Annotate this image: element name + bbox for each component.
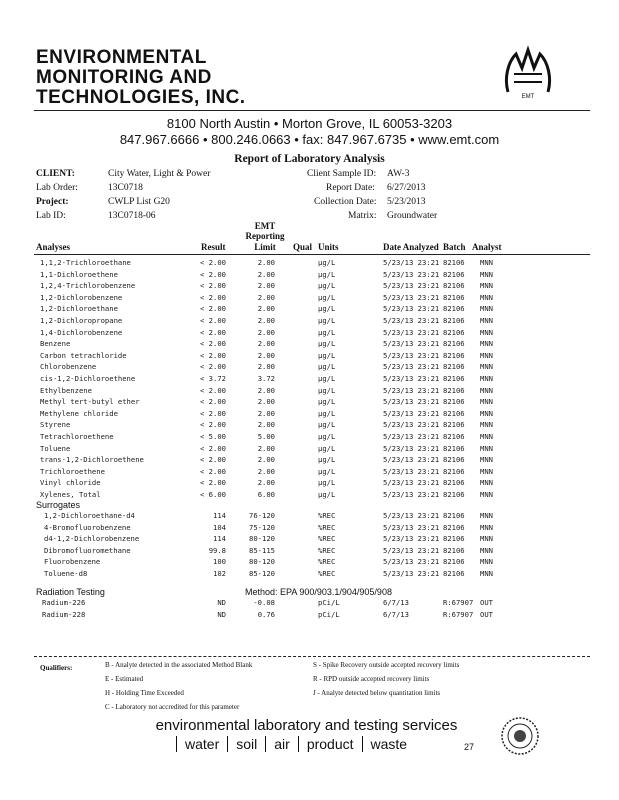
accreditation-seal-icon xyxy=(500,716,540,756)
report-title: Report of Laboratory Analysis xyxy=(234,153,385,165)
result: < 2.00 xyxy=(200,350,226,360)
analyte-name: Styrene xyxy=(40,420,71,430)
analyst: MNN xyxy=(480,455,493,465)
footer-waste: waste xyxy=(362,736,416,752)
date-analyzed: 5/23/13 23:21 xyxy=(383,350,440,360)
analyte-name: 1,2-Dichloropropane xyxy=(40,316,123,325)
result: < 2.00 xyxy=(200,408,226,418)
qualifier-b: B - Analyte detected in the associated Method Blank xyxy=(105,661,253,669)
date-analyzed: 5/23/13 23:21 xyxy=(383,455,440,465)
analyte-name: Toluene xyxy=(40,443,71,453)
result: < 5.00 xyxy=(200,432,226,441)
analyte-name: Carbon tetrachloride xyxy=(40,350,127,360)
units: pCi/L xyxy=(318,609,340,619)
result: < 2.00 xyxy=(200,327,226,337)
date-analyzed: 5/23/13 23:21 xyxy=(383,534,440,544)
units: %REC xyxy=(318,522,336,532)
batch: 82106 xyxy=(443,420,465,430)
reporting-limit: 76-120 xyxy=(249,511,275,520)
client-label: CLIENT: xyxy=(36,169,75,179)
result: 102 xyxy=(213,569,226,578)
analyst: MNN xyxy=(480,490,493,499)
report-date-value: 6/27/2013 xyxy=(387,183,426,193)
result: < 2.00 xyxy=(200,466,226,476)
reporting-limit: 3.72 xyxy=(257,374,275,383)
project-label: Project: xyxy=(36,197,69,207)
result: < 3.72 xyxy=(200,374,226,383)
radiation-label: Radiation Testing xyxy=(36,587,105,597)
date-analyzed: 5/23/13 23:21 xyxy=(383,316,440,325)
date-analyzed: 5/23/13 23:21 xyxy=(383,374,440,383)
date-analyzed: 5/23/13 23:21 xyxy=(383,420,440,430)
date-analyzed: 5/23/13 23:21 xyxy=(383,292,440,302)
batch: 82106 xyxy=(443,522,465,532)
matrix-value: Groundwater xyxy=(387,211,438,221)
client-value: City Water, Light & Power xyxy=(108,169,211,179)
result: < 2.00 xyxy=(200,269,226,279)
units: µg/L xyxy=(318,443,336,453)
batch: 82106 xyxy=(443,316,465,325)
date-analyzed: 5/23/13 23:21 xyxy=(383,443,440,453)
analyte-name: 1,2-Dichloroethane xyxy=(40,304,118,314)
lab-order-label: Lab Order: xyxy=(36,183,78,193)
batch: 82106 xyxy=(443,269,465,279)
date-analyzed: 5/23/13 23:21 xyxy=(383,385,440,395)
result: < 6.00 xyxy=(200,490,226,499)
date-analyzed: 5/23/13 23:21 xyxy=(383,478,440,488)
batch: 82106 xyxy=(443,534,465,544)
col-reporting: Reporting xyxy=(245,231,285,241)
batch: 82106 xyxy=(443,397,465,407)
date-analyzed: 5/23/13 23:21 xyxy=(383,545,440,555)
units: µg/L xyxy=(318,362,336,372)
analyte-name: Benzene xyxy=(40,339,71,349)
batch: 82106 xyxy=(443,350,465,360)
analyst: MNN xyxy=(480,316,493,325)
qualifier-h: H - Holding Time Exceeded xyxy=(105,689,184,697)
units: %REC xyxy=(318,511,336,520)
reporting-limit: 6.00 xyxy=(257,490,275,499)
date-analyzed: 6/7/13 xyxy=(383,609,409,619)
page-number: 27 xyxy=(464,742,475,752)
result: < 2.00 xyxy=(200,258,226,267)
analyte-name: 1,2,4-Trichlorobenzene xyxy=(40,281,136,291)
col-limit: Limit xyxy=(254,242,276,252)
analyst: MNN xyxy=(480,374,493,383)
units: µg/L xyxy=(318,478,336,488)
reporting-limit: 2.00 xyxy=(257,478,275,488)
date-analyzed: 5/23/13 23:21 xyxy=(383,490,440,499)
units: µg/L xyxy=(318,374,336,383)
date-analyzed: 5/23/13 23:21 xyxy=(383,432,440,441)
analyte-name: 1,4-Dichlorobenzene xyxy=(40,327,123,337)
analyst: MNN xyxy=(480,511,493,520)
batch: 82106 xyxy=(443,327,465,337)
address: 8100 North Austin • Morton Grove, IL 60053-3203 xyxy=(166,116,453,131)
emt-logo xyxy=(500,40,556,100)
reporting-limit: 75-120 xyxy=(249,522,275,532)
result: < 2.00 xyxy=(200,455,226,465)
col-qual: Qual xyxy=(293,242,313,252)
footer-water: water xyxy=(176,736,227,752)
analyte-name: Radium-226 xyxy=(42,598,86,607)
result: < 2.00 xyxy=(200,478,226,488)
batch: 82106 xyxy=(443,304,465,314)
col-batch: Batch xyxy=(443,242,466,252)
surrogates-label: Surrogates xyxy=(36,500,81,510)
analyte-name: Dibromofluoromethane xyxy=(44,545,131,555)
date-analyzed: 5/23/13 23:21 xyxy=(383,511,440,520)
batch: 82106 xyxy=(443,432,465,441)
batch: 82106 xyxy=(443,281,465,291)
result: < 2.00 xyxy=(200,443,226,453)
result: < 2.00 xyxy=(200,385,226,395)
report-date-label: Report Date: xyxy=(326,183,375,193)
date-analyzed: 5/23/13 23:21 xyxy=(383,569,440,578)
batch: 82106 xyxy=(443,466,465,476)
reporting-limit: 2.00 xyxy=(257,362,275,372)
analyst: OUT xyxy=(480,609,493,619)
units: pCi/L xyxy=(318,598,340,607)
analyte-name: trans-1,2-Dichloroethene xyxy=(40,455,144,465)
reporting-limit: 80-120 xyxy=(249,557,275,567)
analyst: MNN xyxy=(480,339,493,349)
reporting-limit: 2.00 xyxy=(257,455,275,465)
company-line-2: MONITORING AND xyxy=(36,67,212,88)
analyte-name: Ethylbenzene xyxy=(40,385,92,395)
analyte-name: Fluorobenzene xyxy=(44,557,101,567)
header-rule xyxy=(34,110,590,111)
date-analyzed: 5/23/13 23:21 xyxy=(383,258,440,267)
qualifiers-label: Qualifiers: xyxy=(40,664,73,672)
analyte-name: Vinyl chloride xyxy=(40,478,101,488)
reporting-limit: 0.76 xyxy=(257,609,275,619)
result: < 2.00 xyxy=(200,397,226,407)
units: µg/L xyxy=(318,397,336,407)
units: %REC xyxy=(318,534,336,544)
units: µg/L xyxy=(318,432,336,441)
analyst: MNN xyxy=(480,269,493,279)
date-analyzed: 5/23/13 23:21 xyxy=(383,327,440,337)
result: ND xyxy=(217,598,226,607)
footer-air: air xyxy=(265,736,298,752)
analyte-name: cis-1,2-Dichloroethene xyxy=(40,374,136,383)
analyst: MNN xyxy=(480,466,493,476)
units: µg/L xyxy=(318,269,336,279)
analyte-name: Xylenes, Total xyxy=(40,490,101,499)
result: 99.8 xyxy=(208,545,226,555)
analyst: MNN xyxy=(480,292,493,302)
units: µg/L xyxy=(318,292,336,302)
lab-id-value: 13C0718-06 xyxy=(108,211,156,221)
units: µg/L xyxy=(318,385,336,395)
reporting-limit: 2.00 xyxy=(257,304,275,314)
units: µg/L xyxy=(318,258,336,267)
analyte-name: Chlorobenzene xyxy=(40,362,97,372)
batch: 82106 xyxy=(443,455,465,465)
analyte-name: 4-Bromofluorobenzene xyxy=(44,522,131,532)
units: µg/L xyxy=(318,350,336,360)
units: µg/L xyxy=(318,339,336,349)
date-analyzed: 5/23/13 23:21 xyxy=(383,466,440,476)
analyst: MNN xyxy=(480,557,493,567)
analyst: MNN xyxy=(480,534,493,544)
logo-text: EMT xyxy=(521,94,535,100)
units: µg/L xyxy=(318,304,336,314)
footer-soil: soil xyxy=(227,736,265,752)
reporting-limit: 2.00 xyxy=(257,420,275,430)
analyte-name: d4-1,2-Dichlorobenzene xyxy=(44,534,140,544)
reporting-limit: 2.00 xyxy=(257,316,275,325)
units: %REC xyxy=(318,557,336,567)
collection-date-value: 5/23/2013 xyxy=(387,197,426,207)
project-value: CWLP List G20 xyxy=(108,197,170,207)
reporting-limit: 5.00 xyxy=(257,432,275,441)
reporting-limit: 2.00 xyxy=(257,339,275,349)
result: < 2.00 xyxy=(200,281,226,291)
analyst: MNN xyxy=(480,281,493,291)
col-analyses: Analyses xyxy=(36,242,71,252)
analyst: MNN xyxy=(480,397,493,407)
batch: 82106 xyxy=(443,362,465,372)
analyst: MNN xyxy=(480,385,493,395)
batch: 82106 xyxy=(443,490,465,499)
analyst: MNN xyxy=(480,362,493,372)
result: < 2.00 xyxy=(200,316,226,325)
reporting-limit: 2.00 xyxy=(257,385,275,395)
result: 104 xyxy=(213,522,226,532)
qualifier-c: C - Laboratory not accredited for this parameter xyxy=(105,703,240,711)
collection-date-label: Collection Date: xyxy=(314,197,377,207)
batch: 82106 xyxy=(443,258,465,267)
units: µg/L xyxy=(318,327,336,337)
date-analyzed: 6/7/13 xyxy=(383,598,409,607)
company-line-3: TECHNOLOGIES, INC. xyxy=(36,87,246,108)
result: < 2.00 xyxy=(200,362,226,372)
batch: 82106 xyxy=(443,292,465,302)
units: µg/L xyxy=(318,466,336,476)
col-units: Units xyxy=(318,242,339,252)
analyte-name: 1,2-Dichloroethane-d4 xyxy=(44,511,135,520)
date-analyzed: 5/23/13 23:21 xyxy=(383,339,440,349)
reporting-limit: 2.00 xyxy=(257,258,275,267)
batch: 82106 xyxy=(443,374,465,383)
qualifier-r: R - RPD outside accepted recovery limits xyxy=(313,675,430,683)
footer-services xyxy=(176,736,415,752)
qualifier-e: E - Estimated xyxy=(105,675,144,683)
date-analyzed: 5/23/13 23:21 xyxy=(383,269,440,279)
analyst: MNN xyxy=(480,350,493,360)
result: 114 xyxy=(213,534,226,544)
batch: 82106 xyxy=(443,385,465,395)
result: < 2.00 xyxy=(200,420,226,430)
date-analyzed: 5/23/13 23:21 xyxy=(383,397,440,407)
reporting-limit: 2.00 xyxy=(257,292,275,302)
contact-line: 847.967.6666 • 800.246.0663 • fax: 847.967.6735 • www.emt.com xyxy=(119,132,500,147)
lab-id-label: Lab ID: xyxy=(36,211,66,221)
batch: 82106 xyxy=(443,443,465,453)
units: µg/L xyxy=(318,455,336,465)
analyte-name: Tetrachloroethene xyxy=(40,432,114,441)
analyst: MNN xyxy=(480,304,493,314)
analyst: MNN xyxy=(480,522,493,532)
sample-id-label: Client Sample ID: xyxy=(307,169,377,179)
company-line-1: ENVIRONMENTAL xyxy=(36,47,207,68)
col-result: Result xyxy=(201,242,226,252)
units: µg/L xyxy=(318,316,336,325)
units: µg/L xyxy=(318,490,336,499)
units: %REC xyxy=(318,545,336,555)
date-analyzed: 5/23/13 23:21 xyxy=(383,557,440,567)
footer-tagline: environmental laboratory and testing services xyxy=(155,717,458,734)
batch: 82106 xyxy=(443,478,465,488)
analyst: MNN xyxy=(480,478,493,488)
result: < 2.00 xyxy=(200,304,226,314)
batch: 82106 xyxy=(443,339,465,349)
analyst: OUT xyxy=(480,598,493,607)
reporting-limit: -0.08 xyxy=(253,598,275,607)
footer-product: product xyxy=(298,736,362,752)
qualifier-j: J - Analyte detected below quantitation limits xyxy=(313,689,441,697)
date-analyzed: 5/23/13 23:21 xyxy=(383,304,440,314)
sample-id-value: AW-3 xyxy=(387,169,410,179)
analyst: MNN xyxy=(480,432,493,441)
analyte-name: 1,1,2-Trichloroethane xyxy=(40,258,131,267)
table-header-rule xyxy=(34,254,590,255)
reporting-limit: 2.00 xyxy=(257,466,275,476)
units: %REC xyxy=(318,569,336,578)
analyte-name: Methylene chloride xyxy=(40,408,118,418)
reporting-limit: 2.00 xyxy=(257,397,275,407)
analyst: MNN xyxy=(480,420,493,430)
batch: 82106 xyxy=(443,511,465,520)
date-analyzed: 5/23/13 23:21 xyxy=(383,362,440,372)
analyst: MNN xyxy=(480,258,493,267)
lab-order-value: 13C0718 xyxy=(108,183,143,193)
result: < 2.00 xyxy=(200,339,226,349)
date-analyzed: 5/23/13 23:21 xyxy=(383,522,440,532)
matrix-label: Matrix: xyxy=(348,211,377,221)
batch: R:67907 xyxy=(443,609,474,619)
analyst: MNN xyxy=(480,569,493,578)
units: µg/L xyxy=(318,281,336,291)
analyte-name: Methyl tert-butyl ether xyxy=(40,397,140,407)
reporting-limit: 2.00 xyxy=(257,269,275,279)
result: 100 xyxy=(213,557,226,567)
batch: 82106 xyxy=(443,545,465,555)
result: ND xyxy=(217,609,226,619)
reporting-limit: 80-120 xyxy=(249,534,275,544)
result: < 2.00 xyxy=(200,292,226,302)
qualifier-s: S - Spike Recovery outside accepted recovery limits xyxy=(313,661,460,669)
reporting-limit: 2.00 xyxy=(257,408,275,418)
reporting-limit: 85-115 xyxy=(249,545,275,555)
analyte-name: Radium-228 xyxy=(42,609,86,619)
reporting-limit: 2.00 xyxy=(257,443,275,453)
reporting-limit: 2.00 xyxy=(257,327,275,337)
units: µg/L xyxy=(318,408,336,418)
result: 114 xyxy=(213,511,226,520)
analyte-name: Toluene-d8 xyxy=(44,569,88,578)
analyte-name: 1,1-Dichloroethene xyxy=(40,269,118,279)
col-analyst: Analyst xyxy=(472,242,502,252)
batch: R:67907 xyxy=(443,598,474,607)
reporting-limit: 85-120 xyxy=(249,569,275,578)
col-emt: EMT xyxy=(254,221,276,231)
analyst: MNN xyxy=(480,545,493,555)
reporting-limit: 2.00 xyxy=(257,350,275,360)
analyte-name: 1,2-Dichlorobenzene xyxy=(40,292,123,302)
company-name xyxy=(36,48,246,108)
batch: 82106 xyxy=(443,557,465,567)
qualifiers-rule xyxy=(34,656,590,657)
date-analyzed: 5/23/13 23:21 xyxy=(383,281,440,291)
reporting-limit: 2.00 xyxy=(257,281,275,291)
radiation-method: Method: EPA 900/903.1/904/905/908 xyxy=(245,587,392,597)
analyst: MNN xyxy=(480,327,493,337)
analyst: MNN xyxy=(480,408,493,418)
col-date: Date Analyzed xyxy=(383,242,439,252)
batch: 82106 xyxy=(443,569,465,578)
units: µg/L xyxy=(318,420,336,430)
batch: 82106 xyxy=(443,408,465,418)
date-analyzed: 5/23/13 23:21 xyxy=(383,408,440,418)
analyte-name: Trichloroethene xyxy=(40,466,105,476)
analyst: MNN xyxy=(480,443,493,453)
